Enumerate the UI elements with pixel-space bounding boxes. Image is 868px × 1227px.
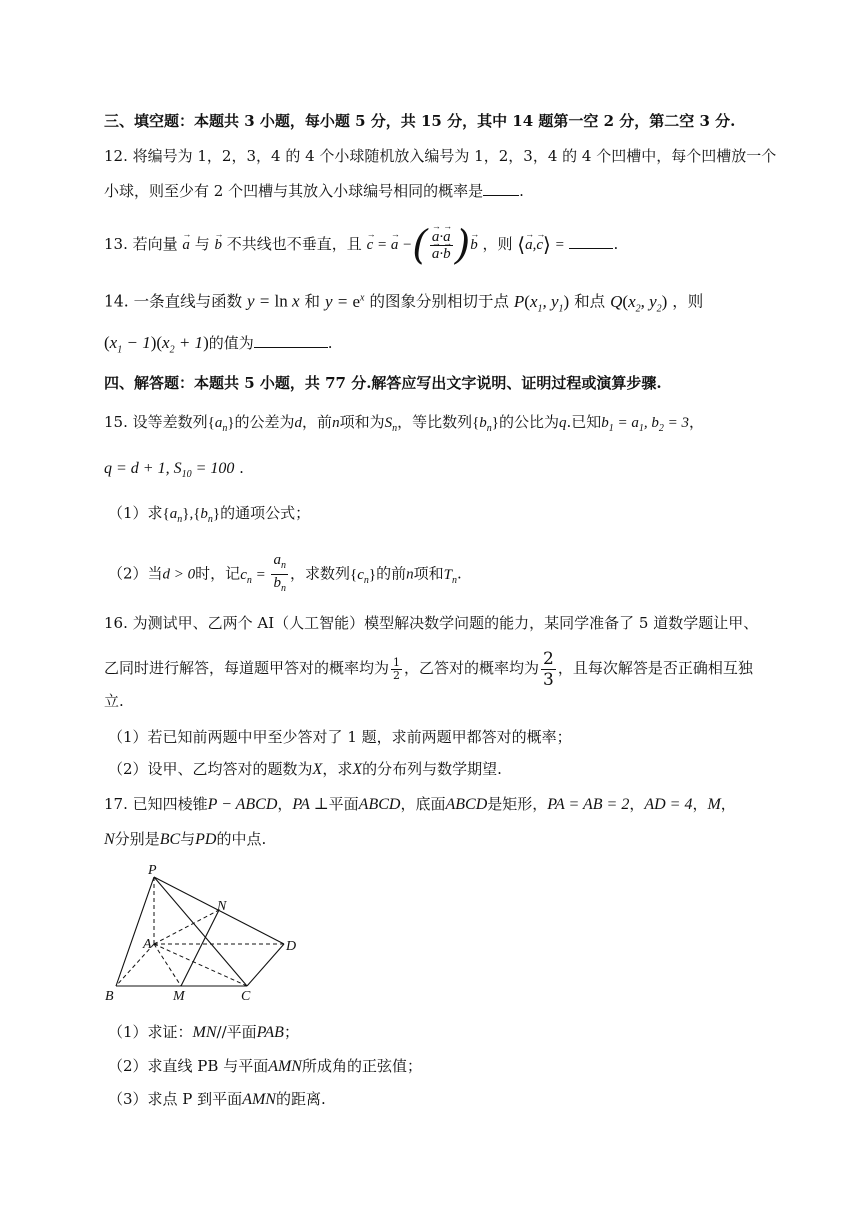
q15-text-4: 项和为 bbox=[339, 413, 385, 431]
q17-text-8: 分别是 bbox=[114, 830, 160, 848]
q13: 13. 若向量 → a 与 → b 不共线也不垂直，且 → c = → a −( → a·→ a → a·→ b )→ b ，则 ⟨→ a,→ c⟩ = . bbox=[104, 222, 618, 268]
label-a: A bbox=[143, 937, 152, 952]
func-exp: $y = e^x$ bbox=[324, 291, 365, 311]
q16-sub-2-text-1: （2）设甲、乙均答对的题数为 bbox=[108, 760, 313, 778]
q15-sub-2-text-4: 项和 bbox=[413, 564, 444, 583]
q17-sub-3-text-1: （3）求点 P 到平面 bbox=[108, 1090, 243, 1108]
q16-sub-1: （1）若已知前两题中甲至少答对了 1 题，求前两题甲都答对的概率； bbox=[108, 728, 572, 746]
q15-sub-2-label: （2）当 bbox=[108, 564, 163, 583]
q17-sub-3-text-2: 的距离. bbox=[275, 1090, 326, 1108]
q15-text-6: 的公比为 bbox=[499, 413, 560, 431]
q15-sub-2-text-2: ，求数列 bbox=[289, 564, 350, 583]
edge-pb bbox=[116, 877, 154, 986]
q13-text-4: ，则 bbox=[482, 235, 513, 253]
q16-line-1: 16. 为测试甲、乙两个 AI（人工智能）模型解决数学问题的能力，某同学准备了 5 道数学题让甲、 bbox=[104, 614, 759, 632]
q15-text-1: 15. 设等差数列 bbox=[104, 413, 208, 431]
q17-text-2: ， bbox=[277, 795, 293, 813]
q15-line-1: 15. 设等差数列$\{a_n\}$的公差为d，前n项和为$S_n$，等比数列$\{b_n\}$的公比为q.已知$b_1 = a_1$, $b_2 = 3$， bbox=[104, 413, 705, 434]
vector-a: → a bbox=[182, 223, 190, 267]
q15-text-5: ，等比数列 bbox=[397, 413, 473, 431]
seq-a: $\{a_n\}$ bbox=[207, 415, 235, 434]
q17-sub-1-text: 平面 bbox=[226, 1023, 257, 1041]
q17-sub-3: （3）求点 P 到平面AMN的距离. bbox=[108, 1090, 326, 1108]
q15-sub-2: （2）当d > 0时，记$c_n$ = $\frac{a_n}{b_n}$ ，求数列$\{c_n\}$的前n项和$T_n$. bbox=[108, 552, 462, 594]
q15-text-2: 的公差为 bbox=[234, 413, 295, 431]
q13-text-2: 与 bbox=[194, 235, 210, 253]
q17-text-9: 与 bbox=[180, 830, 196, 848]
q16-text-3: ，且每次解答是否正确相互独 bbox=[557, 659, 753, 677]
q16-line-3: 立. bbox=[104, 692, 124, 710]
point-p: $P(x_1$, $y_1$) bbox=[513, 291, 570, 315]
q14-text-1: 14. 一条直线与函数 bbox=[104, 292, 243, 311]
q17-text-5: 是矩形， bbox=[487, 795, 548, 813]
label-n: N bbox=[217, 899, 227, 914]
answer-blank bbox=[569, 234, 613, 249]
q16-line-2: 乙同时进行解答，每道题甲答对的概率均为 $\frac{1}{2}$ ，乙答对的概率均为 $\frac{2}{3}$ ，且每次解答是否正确相互独 bbox=[104, 648, 753, 690]
segment-mn bbox=[181, 910, 219, 986]
q14-line-2: $(x_1 - 1)(x_2 + 1)$的值为 . bbox=[104, 333, 333, 356]
q14-text-4: 和点 bbox=[574, 292, 606, 311]
q17-line-1: 17. 已知四棱锥P − ABCD，PA ⊥平面ABCD，底面ABCD是矩形，PA = AB = 2，AD = 4，M， bbox=[104, 795, 736, 813]
q16-text-1: 乙同时进行解答，每道题甲答对的概率均为 bbox=[104, 659, 390, 677]
q17-line-2: N分别是BC与PD的中点. bbox=[104, 830, 267, 848]
q14-text-6: 的值为 bbox=[208, 334, 254, 352]
q17-sub-2-text-2: 所成角的正弦值； bbox=[301, 1057, 422, 1075]
q12-line-1: 12. 将编号为 1，2，3，4 的 4 个小球随机放入编号为 1，2，3，4 的 4 个凹槽中，每个凹槽放一个 bbox=[104, 147, 777, 165]
q14-text-3: 的图象分别相切于点 bbox=[369, 292, 509, 311]
label-d: D bbox=[286, 939, 297, 954]
point-q: $Q(x_2$, $y_2$) bbox=[610, 291, 668, 315]
q17-text-4: ，底面 bbox=[400, 795, 446, 813]
q15-text-3: ，前 bbox=[302, 413, 333, 431]
q17-text-3: 平面 bbox=[328, 795, 359, 813]
q14-expression: $(x_1 - 1)(x_2 + 1)$ bbox=[104, 333, 209, 356]
q14-line-1 bbox=[104, 287, 703, 320]
q17-text-1: 17. 已知四棱锥 bbox=[104, 795, 208, 813]
vector-b: → b bbox=[214, 223, 222, 267]
q16-sub-2-text-3: 的分布列与数学期望. bbox=[362, 760, 502, 778]
q12-line-2-text: 小球，则至少有 2 个凹槽与其放入小球编号相同的概率是 bbox=[104, 182, 484, 200]
q15-sub-2-text-3: 的前 bbox=[376, 564, 407, 583]
section-3-heading: 三、填空题：本题共 3 小题，每小题 5 分，共 15 分，其中 14 题第一空 2 分，第二空 3 分. bbox=[104, 112, 736, 130]
q17-sub-2-text-1: （2）求直线 PB 与平面 bbox=[108, 1057, 269, 1075]
q15-text-7: .已知 bbox=[566, 413, 602, 431]
q17-text-6: ， bbox=[629, 795, 645, 813]
func-ln: y = ln x bbox=[247, 291, 300, 311]
q15-line-2: q = d + 1, $S_{10} = 100$ . bbox=[104, 459, 244, 481]
label-m: M bbox=[173, 989, 185, 1004]
q15-sub-1-label: （1）求 bbox=[108, 504, 163, 522]
q17-sub-1-label: （1）求证： bbox=[108, 1023, 193, 1041]
diagonal-ac bbox=[154, 944, 247, 986]
seq-b: $\{b_n\}$ bbox=[472, 415, 499, 434]
q16-text-2: ，乙答对的概率均为 bbox=[404, 659, 540, 677]
edge-cd bbox=[247, 944, 284, 986]
label-b: B bbox=[105, 989, 114, 1004]
q13-formula: → c = → a −( → a·→ a → a·→ b )→ b bbox=[367, 237, 478, 253]
q16-sub-2-text-2: ，求 bbox=[322, 760, 353, 778]
edge-pc bbox=[154, 877, 247, 986]
q17-text-7: ， bbox=[692, 795, 708, 813]
q17-text-10: 的中点. bbox=[216, 830, 267, 848]
label-c: C bbox=[241, 989, 251, 1004]
answer-blank bbox=[483, 181, 519, 196]
q13-angle: ⟨→ a,→ c⟩ = bbox=[517, 237, 564, 253]
pyramid-figure bbox=[98, 858, 308, 1008]
label-p: P bbox=[148, 863, 157, 878]
q14-text-5: ，则 bbox=[672, 292, 704, 311]
q13-text-1: 13. 若向量 bbox=[104, 235, 178, 253]
section-4-heading: 四、解答题：本题共 5 小题，共 77 分.解答应写出文字说明、证明过程或演算步骤. bbox=[104, 374, 662, 392]
q15-sub-1-text: 的通项公式； bbox=[220, 504, 311, 522]
q12-line-2: 小球，则至少有 2 个凹槽与其放入小球编号相同的概率是 . bbox=[104, 182, 524, 200]
answer-blank bbox=[254, 333, 328, 348]
q16-sub-2: （2）设甲、乙均答对的题数为X，求X的分布列与数学期望. bbox=[108, 760, 502, 778]
q13-text-3: 不共线也不垂直，且 bbox=[226, 235, 362, 253]
q17-sub-1: （1）求证：MN//平面PAB； bbox=[108, 1023, 299, 1041]
q17-sub-2: （2）求直线 PB 与平面AMN所成角的正弦值； bbox=[108, 1057, 422, 1075]
q14-text-2: 和 bbox=[304, 292, 321, 311]
q15-sub-1: （1）求$\{a_n\},\{b_n\}$的通项公式； bbox=[108, 504, 311, 525]
q15-sub-2-text-1: 时，记 bbox=[195, 564, 241, 583]
